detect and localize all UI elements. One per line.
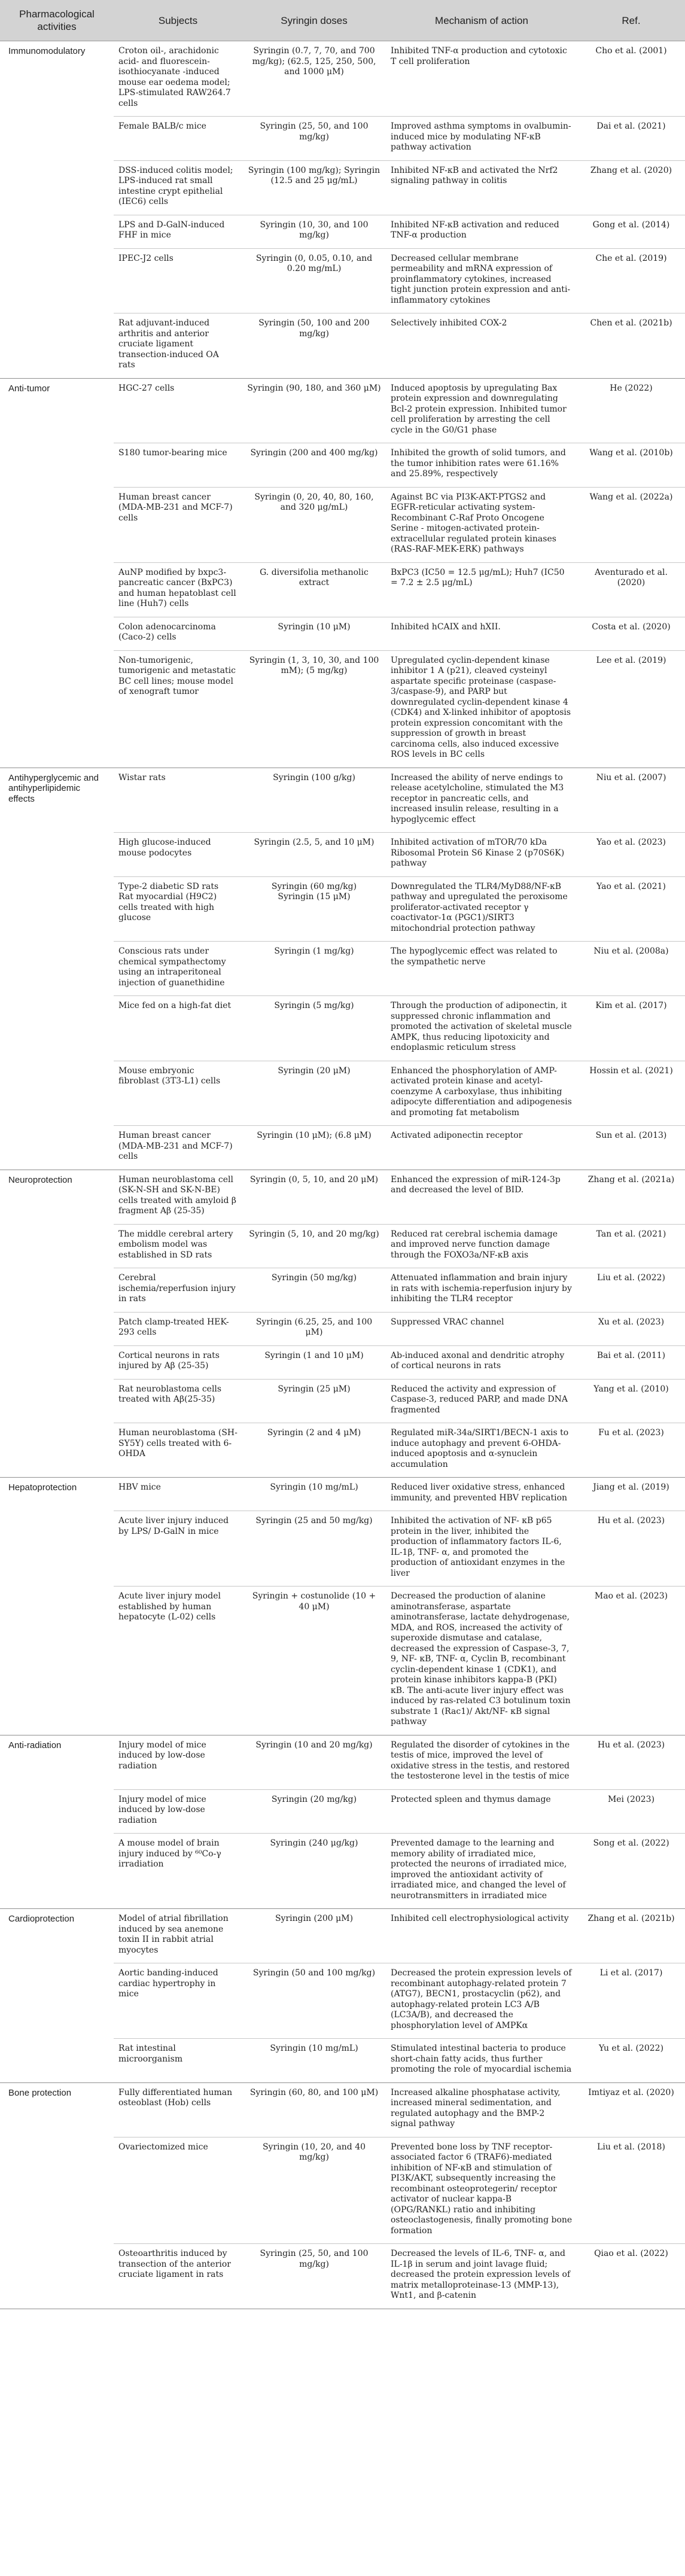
dose-cell: Syringin (200 and 400 mg/kg) <box>242 443 386 488</box>
mechanism-cell: Decreased cellular membrane permeability and mRNA expression of proinflammatory cytokines, increased tight junction protein expression and anti-inflammatory cytokines <box>386 248 577 313</box>
reference-cell: Lee et al. (2019) <box>577 650 685 768</box>
mechanism-cell: Upregulated cyclin-dependent kinase inhibitor 1 A (p21), cleaved cysteinyl aspartate specific proteinase (caspase-3/caspase-9), and PARP but downregulated cyclin-dependent kinase 4 (CDK4) and X-linked inhibitor of apoptosis protein expression concomitant with the suppression of growth in breast carcinoma cells, also induced excessive ROS levels in BC cells <box>386 650 577 768</box>
reference-cell: Yu et al. (2022) <box>577 2039 685 2083</box>
subjects-cell: Cortical neurons in rats injured by Aβ (25-35) <box>114 1345 242 1379</box>
mechanism-cell: Stimulated intestinal bacteria to produce short-chain fatty acids, thus further promoting the role of myocardial ischemia <box>386 2039 577 2083</box>
table-row <box>0 41 685 117</box>
mechanism-cell: Inhibited the activation of NF- κB p65 protein in the liver, inhibited the production of inflammatory factors IL-6, IL-1β, TNF- α, and promoted the production of antioxidant enzymes in the liver <box>386 1511 577 1587</box>
subjects-cell: Injury model of mice induced by low-dose radiation <box>114 1789 242 1834</box>
mechanism-cell: Reduced liver oxidative stress, enhanced immunity, and prevented HBV replication <box>386 1478 577 1511</box>
reference-cell: Dai et al. (2021) <box>577 117 685 161</box>
dose-cell: Syringin (200 μM) <box>242 1909 386 1963</box>
subjects-cell: Acute liver injury induced by LPS/ D-GalN in mice <box>114 1511 242 1587</box>
reference-cell: Sun et al. (2013) <box>577 1126 685 1170</box>
reference-cell: Song et al. (2022) <box>577 1834 685 1909</box>
mechanism-cell: Prevented bone loss by TNF receptor-associated factor 6 (TRAF6)-mediated inhibition of NF-κB and stimulation of PI3K/AKT, subsequently increasing the recombinant osteoprotegerin/ receptor activator of nuclear kappa-B (OPG/RANKL) ratio and inhibiting osteoclastogenesis, finally promoting bone formation <box>386 2137 577 2244</box>
subjects-cell: Rat adjuvant-induced arthritis and anterior cruciate ligament transection-induced OA rats <box>114 313 242 379</box>
dose-cell: Syringin (1, 3, 10, 30, and 100 mM); (5 mg/kg) <box>242 650 386 768</box>
dose-cell: Syringin (100 mg/kg); Syringin (12.5 and 25 μg/mL) <box>242 160 386 215</box>
subjects-cell: Type-2 diabetic SD rats Rat myocardial (H9C2) cells treated with high glucose <box>114 876 242 942</box>
dose-cell: Syringin (10, 20, and 40 mg/kg) <box>242 2137 386 2244</box>
activity-cell: Anti-tumor <box>0 378 114 768</box>
header-subjects: Subjects <box>114 0 242 41</box>
subjects-cell: Ovariectomized mice <box>114 2137 242 2244</box>
subjects-cell: DSS-induced colitis model; LPS-induced rat small intestine crypt epithelial (IEC6) cells <box>114 160 242 215</box>
reference-cell: Niu et al. (2007) <box>577 768 685 833</box>
subjects-cell: Human neuroblastoma (SH-SY5Y) cells treated with 6-OHDA <box>114 1423 242 1478</box>
reference-cell: Kim et al. (2017) <box>577 996 685 1061</box>
mechanism-cell: Protected spleen and thymus damage <box>386 1789 577 1834</box>
dose-cell: Syringin (25, 50, and 100 mg/kg) <box>242 2244 386 2309</box>
subjects-cell: Female BALB/c mice <box>114 117 242 161</box>
dose-cell: Syringin (10 mg/mL) <box>242 2039 386 2083</box>
subjects-cell: AuNP modified by bxpc3-pancreatic cancer (BxPC3) and human hepatoblast cell line (Huh7) cells <box>114 562 242 617</box>
reference-cell: Chen et al. (2021b) <box>577 313 685 379</box>
dose-cell: Syringin (50 mg/kg) <box>242 1268 386 1313</box>
subjects-cell: Mice fed on a high-fat diet <box>114 996 242 1061</box>
dose-cell: Syringin (10 and 20 mg/kg) <box>242 1735 386 1789</box>
dose-cell: Syringin (0.7, 7, 70, and 700 mg/kg); (62.5, 125, 250, 500, and 1000 μM) <box>242 41 386 117</box>
subjects-cell: S180 tumor-bearing mice <box>114 443 242 488</box>
mechanism-cell: Attenuated inflammation and brain injury in rats with ischemia-reperfusion injury by inhibiting the TLR4 receptor <box>386 1268 577 1313</box>
reference-cell: Zhang et al. (2021a) <box>577 1170 685 1224</box>
mechanism-cell: Inhibited TNF-α production and cytotoxic T cell proliferation <box>386 41 577 117</box>
reference-cell: Aventurado et al. (2020) <box>577 562 685 617</box>
subjects-cell: Rat neuroblastoma cells treated with Aβ(25-35) <box>114 1379 242 1423</box>
mechanism-cell: Downregulated the TLR4/MyD88/NF-κB pathway and upregulated the peroxisome proliferator-activated receptor γ coactivator-1α (PGC1)/SIRT3 mitochondrial protection pathway <box>386 876 577 942</box>
mechanism-cell: Inhibited the growth of solid tumors, and the tumor inhibition rates were 61.16% and 25.89%, respectively <box>386 443 577 488</box>
reference-cell: Gong et al. (2014) <box>577 215 685 248</box>
mechanism-cell: Increased the ability of nerve endings to release acetylcholine, stimulated the M3 receptor in pancreatic cells, and increased insulin release, resulting in a hypoglycemic effect <box>386 768 577 833</box>
mechanism-cell: Enhanced the phosphorylation of AMP-activated protein kinase and acetyl-coenzyme A carboxylase, thus inhibiting adipocyte differentiation and adipogenesis and promoting fat metabolism <box>386 1061 577 1126</box>
reference-cell: He (2022) <box>577 378 685 443</box>
dose-cell: Syringin (50, 100 and 200 mg/kg) <box>242 313 386 379</box>
reference-cell: Li et al. (2017) <box>577 1963 685 2039</box>
mechanism-cell: Improved asthma symptoms in ovalbumin-induced mice by modulating NF-κB pathway activation <box>386 117 577 161</box>
mechanism-cell: Suppressed VRAC channel <box>386 1312 577 1345</box>
reference-cell: Mao et al. (2023) <box>577 1587 685 1735</box>
subjects-cell: IPEC-J2 cells <box>114 248 242 313</box>
reference-cell: Costa et al. (2020) <box>577 617 685 650</box>
reference-cell: Cho et al. (2001) <box>577 41 685 117</box>
table-row <box>0 2082 685 2137</box>
dose-cell: Syringin (25 μM) <box>242 1379 386 1423</box>
mechanism-cell: Reduced the activity and expression of Caspase-3, reduced PARP, and made DNA fragmented <box>386 1379 577 1423</box>
table-row <box>0 1909 685 1963</box>
mechanism-cell: Inhibited hCAIX and hXII. <box>386 617 577 650</box>
mechanism-cell: Increased alkaline phosphatase activity, increased mineral sedimentation, and regulated autophagy and the BMP-2 signal pathway <box>386 2082 577 2137</box>
header-doses: Syringin doses <box>242 0 386 41</box>
table-row <box>0 1478 685 1511</box>
dose-cell: Syringin (0, 20, 40, 80, 160, and 320 μg/mL) <box>242 487 386 562</box>
mechanism-cell: Reduced rat cerebral ischemia damage and improved nerve function damage through the FOXO3a/NF-κB axis <box>386 1224 577 1268</box>
dose-cell: Syringin (20 μM) <box>242 1061 386 1126</box>
reference-cell: Bai et al. (2011) <box>577 1345 685 1379</box>
dose-cell: Syringin (240 μg/kg) <box>242 1834 386 1909</box>
dose-cell: Syringin (10, 30, and 100 mg/kg) <box>242 215 386 248</box>
mechanism-cell: Ab-induced axonal and dendritic atrophy of cortical neurons in rats <box>386 1345 577 1379</box>
subjects-cell: Cerebral ischemia/reperfusion injury in rats <box>114 1268 242 1313</box>
mechanism-cell: Decreased the production of alanine aminotransferase, aspartate aminotransferase, lactate dehydrogenase, MDA, and ROS, increased the activity of superoxide dismutase and catalase, decreased the expression of Caspase-3, 7, 9, NF- κB, TNF- α, Cyclin B, recombinant cyclin-dependent kinase 1 (CDK1), and protein kinase inhibitors kappa-B (PKI) κB. The anti-acute liver injury effect was induced by ras-related C3 botulinum toxin substrate 1 (Rac1)/ Akt/NF- κB signal pathway <box>386 1587 577 1735</box>
subjects-cell: Osteoarthritis induced by transection of the anterior cruciate ligament in rats <box>114 2244 242 2309</box>
table-row <box>0 1170 685 1224</box>
subjects-cell: HGC-27 cells <box>114 378 242 443</box>
subjects-cell: Wistar rats <box>114 768 242 833</box>
dose-cell: Syringin (5, 10, and 20 mg/kg) <box>242 1224 386 1268</box>
reference-cell: Imtiyaz et al. (2020) <box>577 2082 685 2137</box>
subjects-cell: Fully differentiated human osteoblast (Hob) cells <box>114 2082 242 2137</box>
mechanism-cell: The hypoglycemic effect was related to the sympathetic nerve <box>386 942 577 996</box>
subjects-cell: Non-tumorigenic, tumorigenic and metastatic BC cell lines; mouse model of xenograft tumor <box>114 650 242 768</box>
reference-cell: Che et al. (2019) <box>577 248 685 313</box>
subjects-cell: HBV mice <box>114 1478 242 1511</box>
reference-cell: Hu et al. (2023) <box>577 1735 685 1789</box>
mechanism-cell: Decreased the protein expression levels of recombinant autophagy-related protein 7 (ATG7), BECN1, prostacyclin (p62), and autophagy-related protein LC3 A/B (LC3A/B), and decreased the phosphorylation level of AMPKα <box>386 1963 577 2039</box>
dose-cell: Syringin (1 mg/kg) <box>242 942 386 996</box>
activity-cell: Anti-radiation <box>0 1735 114 1909</box>
dose-cell: Syringin (10 μM) <box>242 617 386 650</box>
activity-cell: Hepatoprotection <box>0 1478 114 1735</box>
dose-cell: Syringin (2.5, 5, and 10 μM) <box>242 833 386 877</box>
mechanism-cell: BxPC3 (IC50 = 12.5 μg/mL); Huh7 (IC50 = 7.2 ± 2.5 μg/mL) <box>386 562 577 617</box>
mechanism-cell: Inhibited activation of mTOR/70 kDa Ribosomal Protein S6 Kinase 2 (p70S6K) pathway <box>386 833 577 877</box>
subjects-cell: Croton oil-, arachidonic acid- and fluorescein-isothiocyanate -induced mouse ear oedema model; LPS-stimulated RAW264.7 cells <box>114 41 242 117</box>
header-mechanism: Mechanism of action <box>386 0 577 41</box>
subjects-cell: Rat intestinal microorganism <box>114 2039 242 2083</box>
activity-cell: Immunomodulatory <box>0 41 114 379</box>
subjects-cell: Colon adenocarcinoma (Caco-2) cells <box>114 617 242 650</box>
mechanism-cell: Inhibited cell electrophysiological activity <box>386 1909 577 1963</box>
dose-cell: Syringin (25 and 50 mg/kg) <box>242 1511 386 1587</box>
subjects-cell: Model of atrial fibrillation induced by sea anemone toxin II in rabbit atrial myocytes <box>114 1909 242 1963</box>
dose-cell: Syringin (20 mg/kg) <box>242 1789 386 1834</box>
mechanism-cell: Regulated miR-34a/SIRT1/BECN-1 axis to induce autophagy and prevent 6-OHDA-induced apoptosis and α-synuclein accumulation <box>386 1423 577 1478</box>
subjects-cell: Mouse embryonic fibroblast (3T3-L1) cells <box>114 1061 242 1126</box>
reference-cell: Liu et al. (2022) <box>577 1268 685 1313</box>
reference-cell: Yao et al. (2023) <box>577 833 685 877</box>
mechanism-cell: Against BC via PI3K-AKT-PTGS2 and EGFR-reticular activating system-Recombinant C-Raf Proto Oncogene Serine - mitogen-activated protein-extracellular regulated protein kinases (RAS-RAF-MEK-ERK) pathways <box>386 487 577 562</box>
activity-cell: Bone protection <box>0 2082 114 2309</box>
reference-cell: Niu et al. (2008a) <box>577 942 685 996</box>
reference-cell: Fu et al. (2023) <box>577 1423 685 1478</box>
mechanism-cell: Induced apoptosis by upregulating Bax protein expression and downregulating Bcl-2 protein expression. Inhibited tumor cell proliferation by arresting the cell cycle in the G0/G1 phase <box>386 378 577 443</box>
reference-cell: Yao et al. (2021) <box>577 876 685 942</box>
table-row <box>0 378 685 443</box>
dose-cell: Syringin (90, 180, and 360 μM) <box>242 378 386 443</box>
table-row <box>0 1735 685 1789</box>
reference-cell: Tan et al. (2021) <box>577 1224 685 1268</box>
activity-cell: Cardioprotection <box>0 1909 114 2083</box>
mechanism-cell: Decreased the levels of IL-6, TNF- α, and IL-1β in serum and joint lavage fluid; decreased the protein expression levels of matrix metalloproteinase-13 (MMP-13), Wnt1, and β-catenin <box>386 2244 577 2309</box>
reference-cell: Jiang et al. (2019) <box>577 1478 685 1511</box>
mechanism-cell: Enhanced the expression of miR-124-3p and decreased the level of BID. <box>386 1170 577 1224</box>
dose-cell: Syringin (6.25, 25, and 100 μM) <box>242 1312 386 1345</box>
subjects-cell: A mouse model of brain injury induced by ⁶⁰Co-γ irradiation <box>114 1834 242 1909</box>
subjects-cell: Acute liver injury model established by human hepatocyte (L-02) cells <box>114 1587 242 1735</box>
mechanism-cell: Inhibited NF-κB activation and reduced TNF-α production <box>386 215 577 248</box>
subjects-cell: Aortic banding-induced cardiac hypertrophy in mice <box>114 1963 242 2039</box>
subjects-cell: High glucose-induced mouse podocytes <box>114 833 242 877</box>
dose-cell: Syringin (25, 50, and 100 mg/kg) <box>242 117 386 161</box>
dose-cell: Syringin (5 mg/kg) <box>242 996 386 1061</box>
dose-cell: Syringin + costunolide (10 + 40 μM) <box>242 1587 386 1735</box>
reference-cell: Zhang et al. (2020) <box>577 160 685 215</box>
reference-cell: Liu et al. (2018) <box>577 2137 685 2244</box>
reference-cell: Xu et al. (2023) <box>577 1312 685 1345</box>
reference-cell: Zhang et al. (2021b) <box>577 1909 685 1963</box>
reference-cell: Qiao et al. (2022) <box>577 2244 685 2309</box>
header-ref: Ref. <box>577 0 685 41</box>
table-header-row <box>0 0 685 41</box>
header-activity: Pharmacological activities <box>0 0 114 41</box>
activity-cell: Neuroprotection <box>0 1170 114 1478</box>
subjects-cell: Human breast cancer (MDA-MB-231 and MCF-7) cells <box>114 1126 242 1170</box>
subjects-cell: Conscious rats under chemical sympathectomy using an intraperitoneal injection of guanethidine <box>114 942 242 996</box>
mechanism-cell: Prevented damage to the learning and memory ability of irradiated mice, protected the neurons of irradiated mice, improved the antioxidant activity of irradiated mice, and changed the level of neurotransmitters in irradiated mice <box>386 1834 577 1909</box>
reference-cell: Yang et al. (2010) <box>577 1379 685 1423</box>
subjects-cell: Injury model of mice induced by low-dose radiation <box>114 1735 242 1789</box>
subjects-cell: The middle cerebral artery embolism model was established in SD rats <box>114 1224 242 1268</box>
table-row <box>0 768 685 833</box>
dose-cell: G. diversifolia methanolic extract <box>242 562 386 617</box>
mechanism-cell: Inhibited NF-κB and activated the Nrf2 signaling pathway in colitis <box>386 160 577 215</box>
reference-cell: Hossin et al. (2021) <box>577 1061 685 1126</box>
dose-cell: Syringin (10 μM); (6.8 μM) <box>242 1126 386 1170</box>
reference-cell: Wang et al. (2022a) <box>577 487 685 562</box>
dose-cell: Syringin (60, 80, and 100 μM) <box>242 2082 386 2137</box>
dose-cell: Syringin (100 g/kg) <box>242 768 386 833</box>
table-body <box>0 41 685 2309</box>
subjects-cell: LPS and D-GalN-induced FHF in mice <box>114 215 242 248</box>
dose-cell: Syringin (2 and 4 μM) <box>242 1423 386 1478</box>
subjects-cell: Human neuroblastoma cell (SK-N-SH and SK-N-BE) cells treated with amyloid β fragment Aβ (25-35) <box>114 1170 242 1224</box>
reference-cell: Mei (2023) <box>577 1789 685 1834</box>
reference-cell: Hu et al. (2023) <box>577 1511 685 1587</box>
subjects-cell: Patch clamp-treated HEK-293 cells <box>114 1312 242 1345</box>
mechanism-cell: Through the production of adiponectin, it suppressed chronic inflammation and promoted the activation of skeletal muscle AMPK, thus reducing lipotoxicity and endoplasmic reticulum stress <box>386 996 577 1061</box>
mechanism-cell: Activated adiponectin receptor <box>386 1126 577 1170</box>
dose-cell: Syringin (10 mg/mL) <box>242 1478 386 1511</box>
mechanism-cell: Selectively inhibited COX-2 <box>386 313 577 379</box>
dose-cell: Syringin (60 mg/kg) Syringin (15 μM) <box>242 876 386 942</box>
mechanism-cell: Regulated the disorder of cytokines in the testis of mice, improved the level of oxidative stress in the testis, and restored the testosterone level in the testis of mice <box>386 1735 577 1789</box>
dose-cell: Syringin (1 and 10 μM) <box>242 1345 386 1379</box>
reference-cell: Wang et al. (2010b) <box>577 443 685 488</box>
dose-cell: Syringin (0, 0.05, 0.10, and 0.20 mg/mL) <box>242 248 386 313</box>
subjects-cell: Human breast cancer (MDA-MB-231 and MCF-7) cells <box>114 487 242 562</box>
activity-cell: Antihyperglycemic and antihyperlipidemic effects <box>0 768 114 1170</box>
dose-cell: Syringin (50 and 100 mg/kg) <box>242 1963 386 2039</box>
dose-cell: Syringin (0, 5, 10, and 20 μM) <box>242 1170 386 1224</box>
